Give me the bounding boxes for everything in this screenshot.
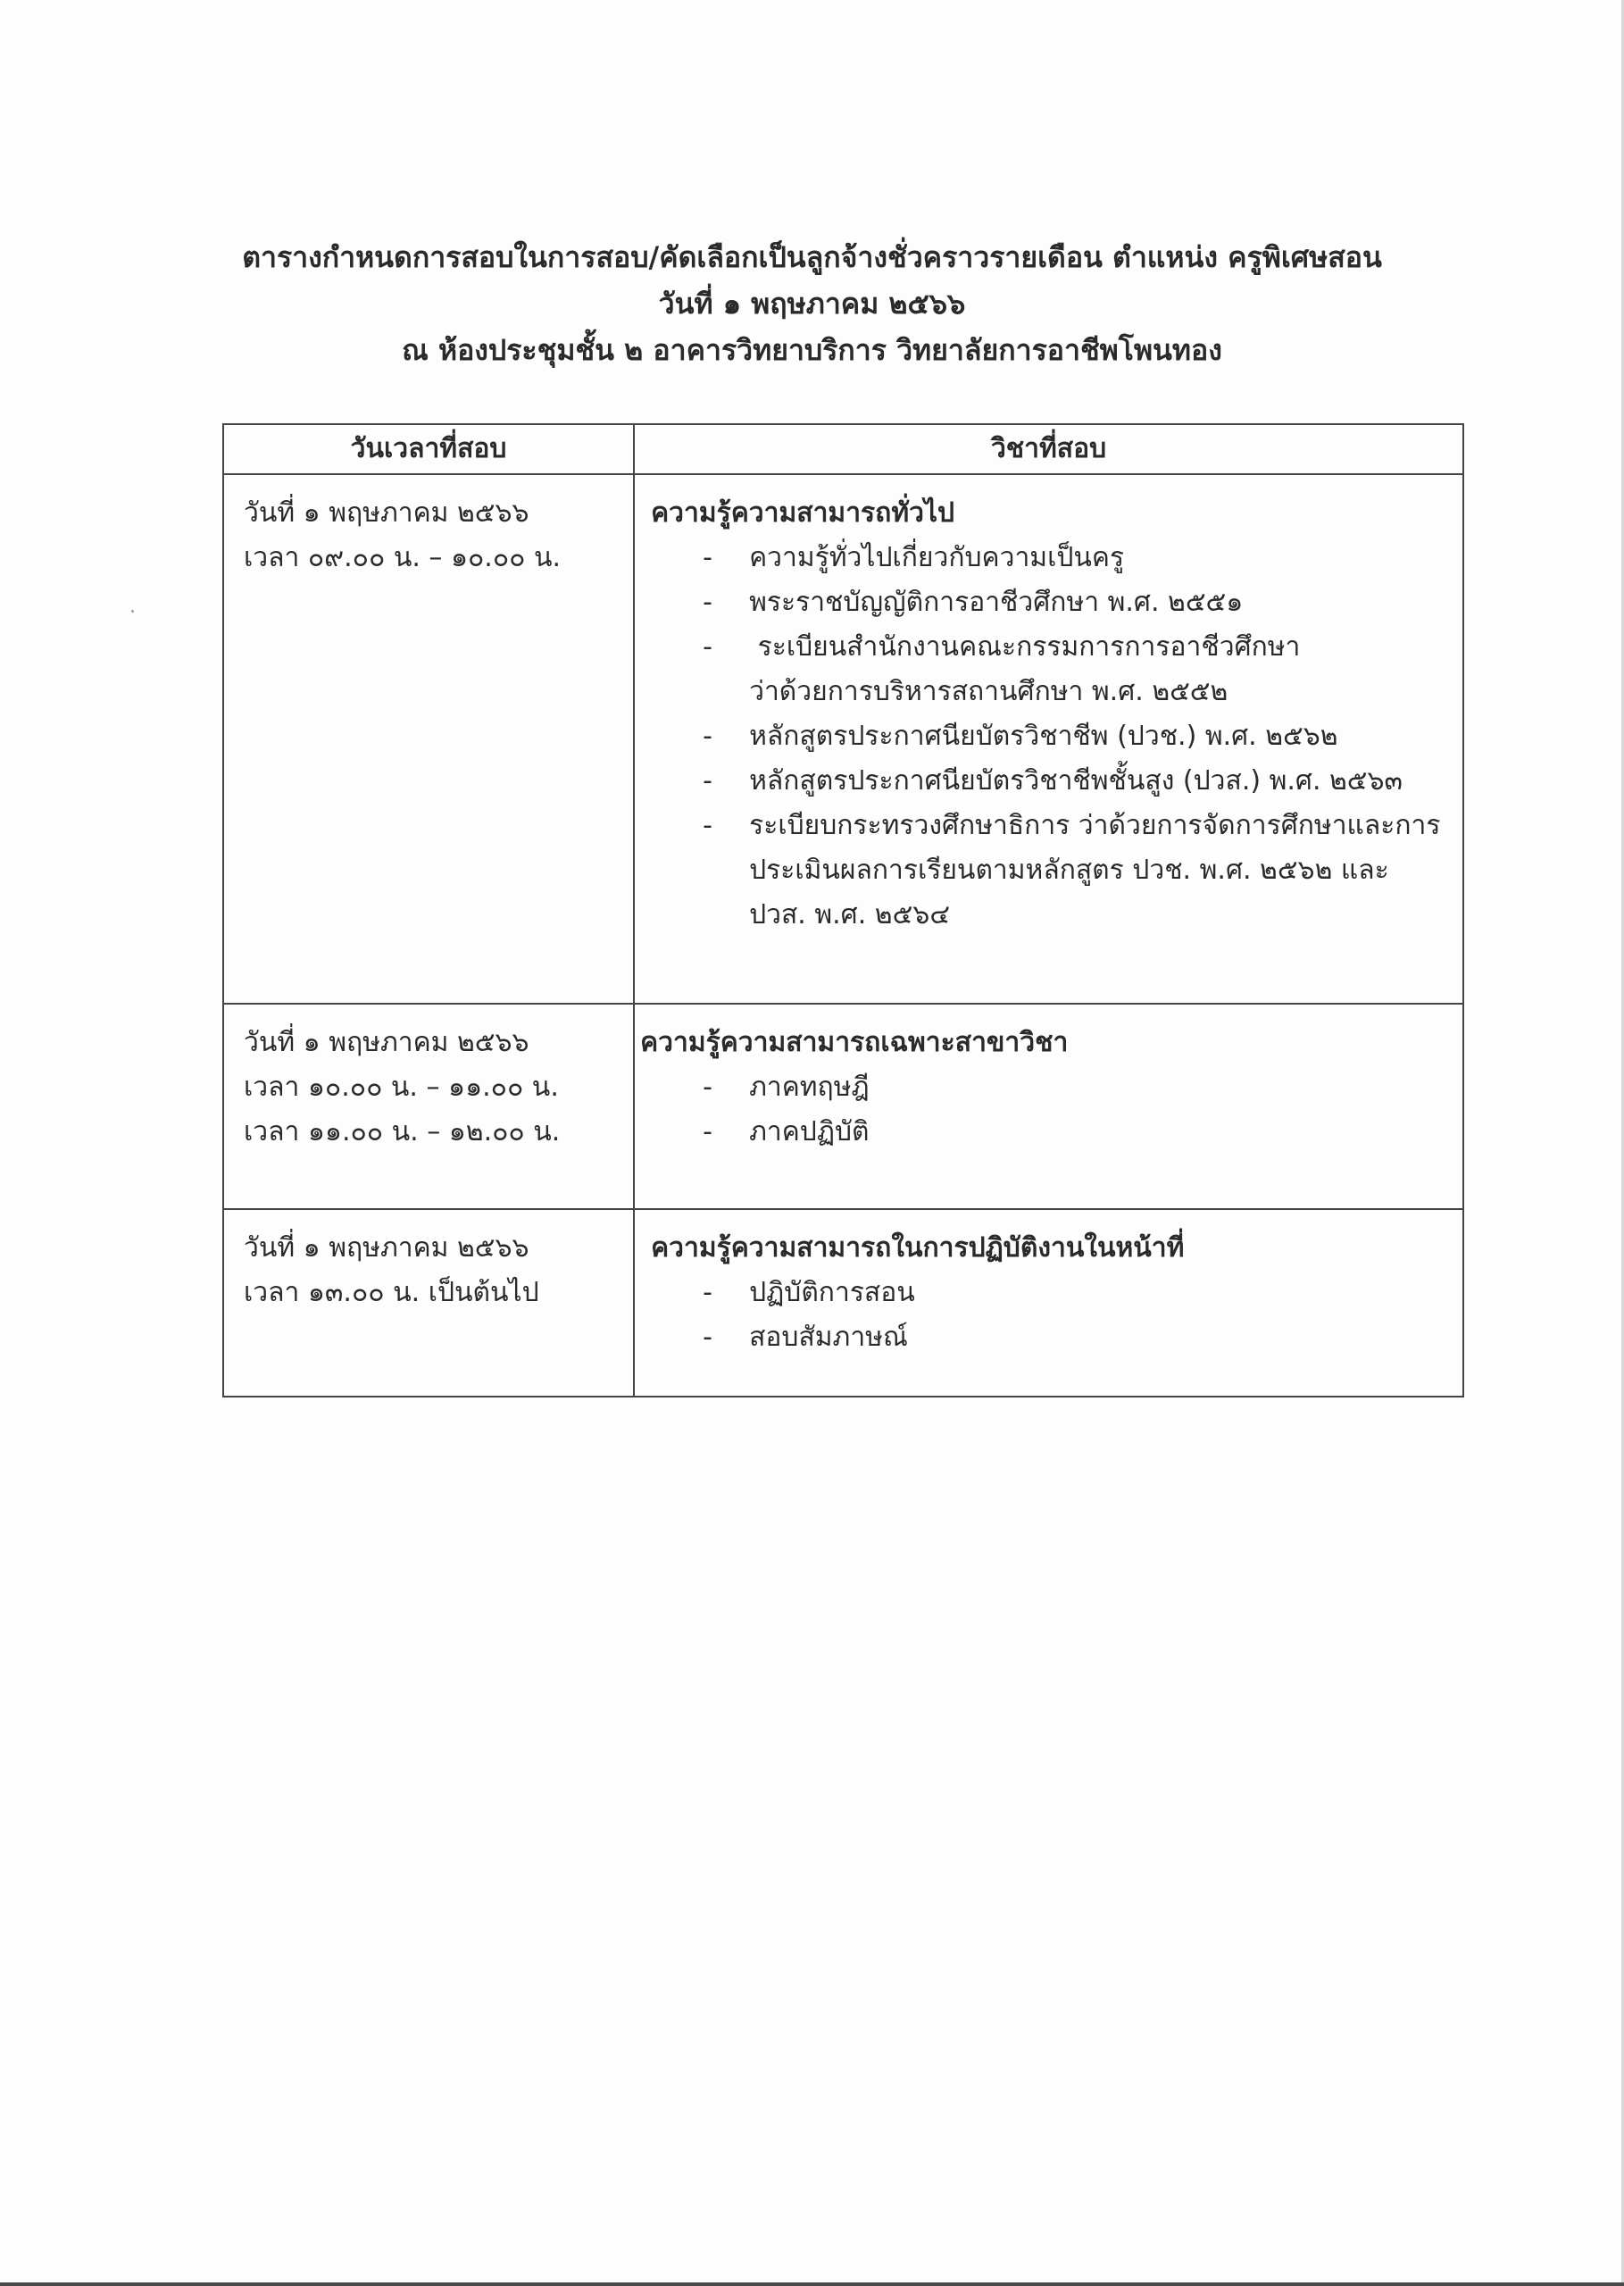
- dash-bullet: -: [703, 1072, 712, 1103]
- topic-item: [651, 536, 1445, 580]
- exam-subject-cell: [634, 474, 1463, 1004]
- dash-bullet: -: [703, 721, 712, 752]
- dash-bullet: -: [703, 1322, 712, 1353]
- exam-subject-cell: [634, 1004, 1463, 1209]
- topic-list: [651, 536, 1445, 938]
- topic-item: [651, 625, 1445, 714]
- exam-time: เวลา ๑๐.๐๐ น. – ๑๑.๐๐ น.: [244, 1072, 559, 1103]
- exam-datetime-cell: [223, 474, 634, 1004]
- header-exam-subject: วิชาที่สอบ: [634, 424, 1463, 474]
- table-row: [223, 474, 1463, 1004]
- table-header-row: [223, 424, 1463, 474]
- topic-item: [651, 1271, 1445, 1315]
- exam-schedule-table: [222, 423, 1464, 1397]
- topic-text-continued: ปวส. พ.ศ. ๒๕๖๔: [749, 899, 951, 930]
- exam-time: เวลา ๑๑.๐๐ น. – ๑๒.๐๐ น.: [244, 1116, 561, 1147]
- dash-bullet: -: [703, 542, 712, 573]
- topic-text: ภาคปฏิบัติ: [749, 1116, 870, 1147]
- table-row: [223, 1004, 1463, 1209]
- exam-datetime-cell: [223, 1209, 634, 1397]
- document-title: [0, 234, 1624, 373]
- dash-bullet: -: [703, 810, 712, 841]
- title-line-2: วันที่ ๑ พฤษภาคม ๒๕๖๖: [658, 287, 966, 321]
- exam-time: เวลา ๑๓.๐๐ น. เป็นต้นไป: [244, 1277, 539, 1308]
- topic-text: ระเบียนสำนักงานคณะกรรมการการอาชีวศึกษา: [749, 631, 1301, 663]
- dash-bullet: -: [703, 1116, 712, 1147]
- exam-date: วันที่ ๑ พฤษภาคม ๒๕๖๖: [244, 1232, 529, 1264]
- subject-title: ความรู้ความสามารถเฉพาะสาขาวิชา: [640, 1027, 1069, 1058]
- title-line-1: ตารางกำหนดการสอบในการสอบ/คัดเลือกเป็นลูกจ้างชั่วคราวรายเดือน ตำแหน่ง ครูพิเศษสอน: [242, 240, 1382, 274]
- topic-text-continued: ว่าด้วยการบริหารสถานศึกษา พ.ศ. ๒๕๕๒: [749, 676, 1228, 707]
- topic-item: [651, 1065, 1445, 1110]
- subject-title: ความรู้ความสามารถในการปฏิบัติงานในหน้าที่: [651, 1232, 1185, 1264]
- dash-bullet: -: [703, 587, 712, 618]
- topic-list: [651, 1271, 1445, 1360]
- exam-time: เวลา ๐๙.๐๐ น. – ๑๐.๐๐ น.: [244, 542, 562, 573]
- exam-datetime-cell: [223, 1004, 634, 1209]
- topic-item: [651, 1315, 1445, 1360]
- topic-item: [651, 1110, 1445, 1155]
- topic-text-continued: ประเมินผลการเรียนตามหลักสูตร ปวช. พ.ศ. ๒๕๖๒ และ: [749, 855, 1389, 886]
- topic-text: สอบสัมภาษณ์: [749, 1322, 908, 1353]
- dash-bullet: -: [703, 631, 712, 663]
- topic-text: ความรู้ทั่วไปเกี่ยวกับความเป็นครู: [749, 542, 1125, 573]
- topic-item: [651, 714, 1445, 759]
- exam-date: วันที่ ๑ พฤษภาคม ๒๕๖๖: [244, 1027, 529, 1058]
- table-row: [223, 1209, 1463, 1397]
- exam-subject-cell: [634, 1209, 1463, 1397]
- dash-bullet: -: [703, 765, 712, 797]
- topic-text: พระราชบัญญัติการอาชีวศึกษา พ.ศ. ๒๕๕๑: [749, 587, 1244, 618]
- topic-list: [640, 1065, 1445, 1155]
- topic-text: หลักสูตรประกาศนียบัตรวิชาชีพชั้นสูง (ปวส.) พ.ศ. ๒๕๖๓: [749, 765, 1403, 797]
- topic-text: ระเบียบกระทรวงศึกษาธิการ ว่าด้วยการจัดการศึกษาและการ: [749, 810, 1441, 841]
- exam-date: วันที่ ๑ พฤษภาคม ๒๕๖๖: [244, 497, 529, 529]
- title-line-3: ณ ห้องประชุมชั้น ๒ อาคารวิทยาบริการ วิทยาลัยการอาชีพโพนทอง: [402, 333, 1222, 367]
- topic-item: [651, 804, 1445, 938]
- topic-text: ปฏิบัติการสอน: [749, 1277, 915, 1308]
- subject-title: ความรู้ความสามารถทั่วไป: [651, 497, 955, 529]
- scan-speck: [131, 610, 134, 613]
- topic-item: [651, 580, 1445, 625]
- topic-text: ภาคทฤษฎี: [749, 1072, 870, 1103]
- topic-item: [651, 759, 1445, 804]
- scan-border-bottom: [0, 2282, 1624, 2286]
- topic-text: หลักสูตรประกาศนียบัตรวิชาชีพ (ปวช.) พ.ศ. ๒๕๖๒: [749, 721, 1338, 752]
- header-exam-datetime: วันเวลาที่สอบ: [223, 424, 634, 474]
- dash-bullet: -: [703, 1277, 712, 1308]
